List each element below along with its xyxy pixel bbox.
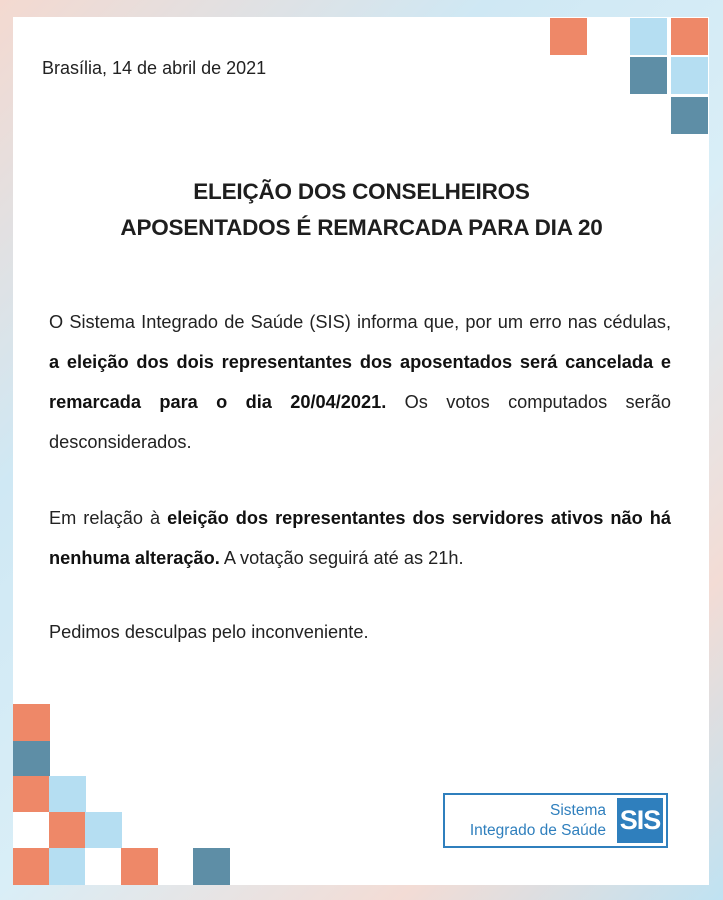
decor-square [671, 18, 708, 55]
decor-square [13, 812, 50, 849]
paragraph-2-bold: eleição dos representantes dos servidores ativos não há nenhuma alteração. [49, 508, 671, 568]
decor-square [13, 704, 50, 741]
title-line-2: APOSENTADOS É REMARCADA PARA DIA 20 [120, 215, 603, 240]
notice-date: Brasília, 14 de abril de 2021 [42, 58, 267, 78]
decor-square [13, 776, 50, 813]
paragraph-2-text-a: Em relação à [49, 508, 168, 528]
decor-square [49, 776, 86, 813]
paragraph-1-text-a: O Sistema Integrado de Saúde (SIS) informa que, por um erro nas cédulas, [49, 312, 671, 332]
decor-square [193, 848, 230, 885]
paragraph-1 [49, 302, 671, 462]
logo-line-2: Integrado de Saúde [469, 822, 606, 839]
title-line-1: ELEIÇÃO DOS CONSELHEIROS [193, 179, 530, 204]
paragraph-3: Pedimos desculpas pelo inconveniente. [49, 622, 369, 642]
decor-square [13, 741, 50, 778]
paragraph-1-bold: a eleição dos dois representantes dos aposentados será cancelada e remarcada para o dia 20/04/2021. [49, 352, 671, 412]
paragraph-2-text-c: A votação seguirá até as 21h. [219, 548, 464, 568]
decor-square [550, 18, 587, 55]
logo-mark: SIS [617, 798, 663, 843]
paragraph-1-text-c: Os votos computados serão desconsiderados. [49, 392, 672, 452]
logo-text [470, 801, 606, 841]
paragraph-2 [49, 498, 671, 578]
decor-square [85, 812, 122, 849]
decor-square [49, 812, 86, 849]
decor-square [630, 18, 667, 55]
sis-logo [443, 793, 668, 848]
decor-square [13, 848, 50, 885]
notice-title [0, 174, 723, 246]
decor-square [85, 848, 122, 885]
logo-line-1: Sistema [550, 802, 606, 819]
decor-square [49, 848, 86, 885]
decor-square [671, 97, 708, 134]
decor-square [630, 57, 667, 94]
decor-square [671, 57, 708, 94]
decor-square [121, 848, 158, 885]
